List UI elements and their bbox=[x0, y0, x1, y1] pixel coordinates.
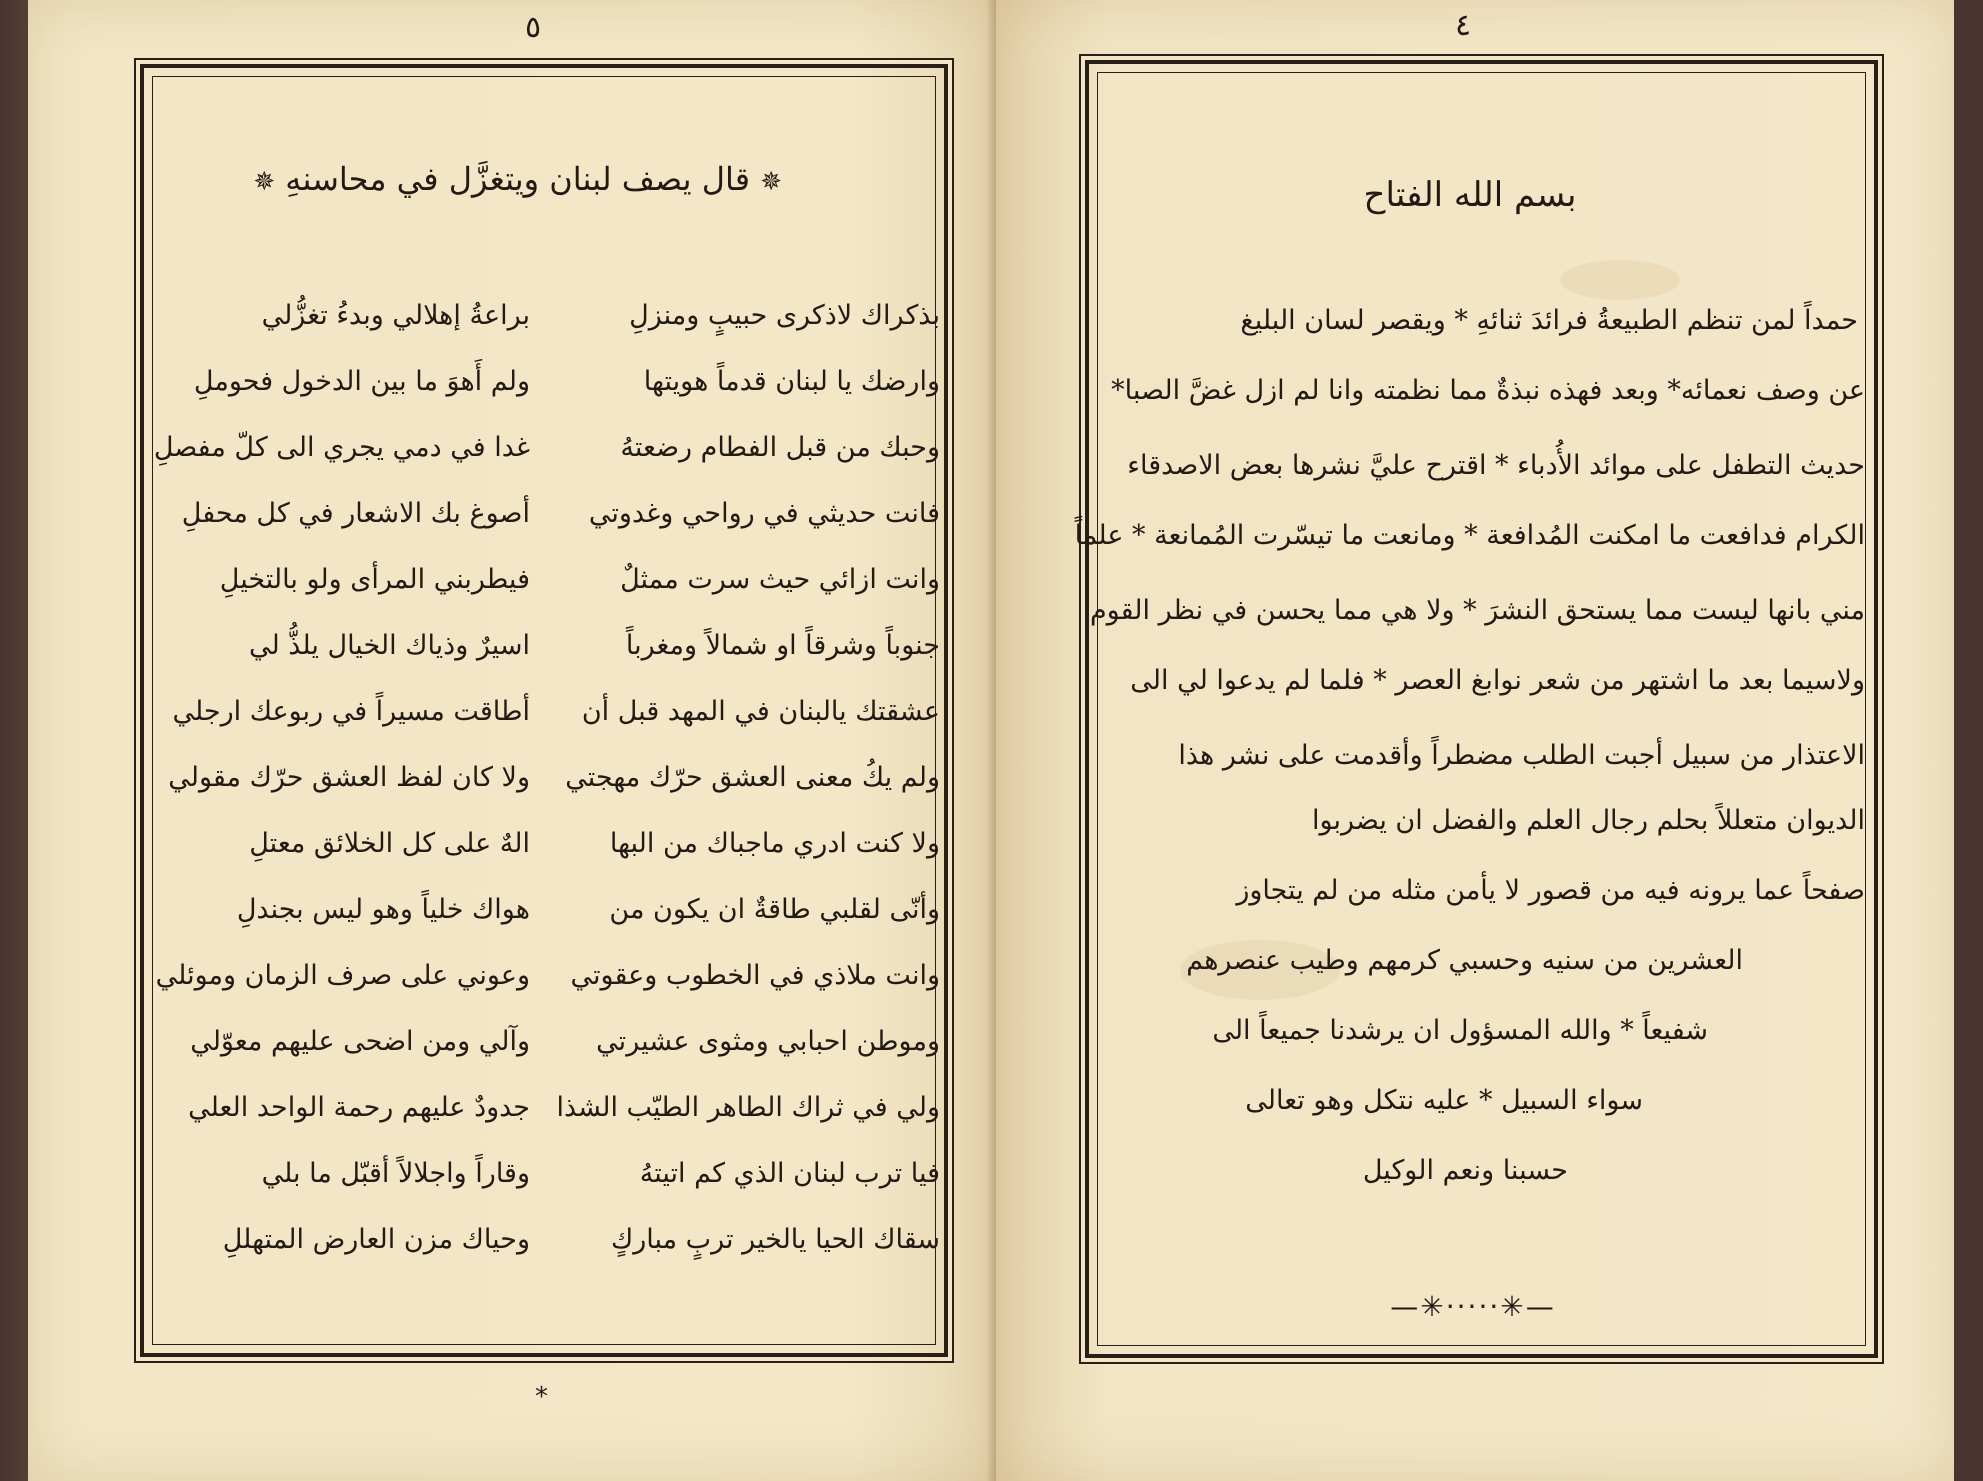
prose-line: حسبنا ونعم الوكيل bbox=[1362, 1155, 1568, 1186]
verse-row bbox=[160, 1026, 940, 1092]
verse-row bbox=[160, 1224, 940, 1290]
verse-row bbox=[160, 630, 940, 696]
prose-line: العشرين من سنيه وحسبي كرمهم وطيب عنصرهم bbox=[1186, 945, 1743, 976]
prose-line: ولاسيما بعد ما اشتهر من شعر نوابغ العصر * فلما لم يدعوا لي الى bbox=[1130, 665, 1865, 696]
verse-row bbox=[160, 696, 940, 762]
verse-second-hemistich: غدا في دمي يجري الى كلّ مفصلِ bbox=[153, 432, 530, 463]
verse-first-hemistich: ولي في ثراك الطاهر الطيّب الشذا bbox=[556, 1092, 940, 1123]
verse-second-hemistich: أطاقت مسيراً في ربوعك ارجلي bbox=[172, 696, 530, 727]
verse-row bbox=[160, 762, 940, 828]
verse-second-hemistich: وعوني على صرف الزمان وموئلي bbox=[155, 960, 530, 991]
verse-first-hemistich: وانت ملاذي في الخطوب وعقوتي bbox=[570, 960, 940, 991]
verse-row bbox=[160, 1158, 940, 1224]
verse-first-hemistich: وأنّى لقلبي طاقةٌ ان يكون من bbox=[609, 894, 940, 925]
prose-line: شفيعاً * والله المسؤول ان يرشدنا جميعاً الى bbox=[1212, 1015, 1708, 1046]
prose-line: مني بانها ليست مما يستحق النشرَ * ولا هي مما يحسن في نظر القوم bbox=[1089, 595, 1865, 626]
poem-title-text: قال يصف لبنان ويتغزَّل في محاسنهِ bbox=[285, 160, 751, 198]
verse-second-hemistich: وحياك مزن العارض المتهللِ bbox=[222, 1224, 530, 1255]
verse-row bbox=[153, 432, 940, 498]
verse-second-hemistich: فيطربني المرأى ولو بالتخيلِ bbox=[219, 564, 530, 595]
prose-line: حديث التطفل على موائد الأُدباء * اقترح عليَّ نشرها بعض الاصدقاء bbox=[1127, 450, 1865, 481]
verse-first-hemistich: سقاك الحيا يالخير تربٍ مباركٍ bbox=[610, 1224, 940, 1255]
verse-first-hemistich: ولم يكُ معنى العشق حرّك مهجتي bbox=[565, 762, 940, 793]
verse-second-hemistich: جدودٌ عليهم رحمة الواحد العلي bbox=[188, 1092, 530, 1123]
verse-second-hemistich: وآلي ومن اضحى عليهم معوّلي bbox=[190, 1026, 530, 1057]
prose-line: الكرام فدافعت ما امكنت المُدافعة * ومانعت ما تيسّرت المُمانعة * علماً bbox=[1074, 520, 1865, 551]
right-page-number: ٤ bbox=[1455, 8, 1472, 43]
verse-second-hemistich: أصوغ بك الاشعار في كل محفلِ bbox=[181, 498, 530, 529]
verse-row bbox=[160, 828, 940, 894]
bottom-star-mark: * bbox=[535, 1382, 548, 1412]
verse-row bbox=[160, 300, 940, 366]
verse-row bbox=[160, 498, 940, 564]
verse-row bbox=[160, 564, 940, 630]
verse-second-hemistich: ولا كان لفظ العشق حرّك مقولي bbox=[168, 762, 530, 793]
verse-row bbox=[155, 960, 940, 1026]
verse-second-hemistich: ولم أَهوَ ما بين الدخول فحوملِ bbox=[193, 366, 530, 397]
prose-line: حمداً لمن تنظم الطبيعةُ فرائدَ ثنائهِ * ويقصر لسان البليغ bbox=[1240, 305, 1858, 336]
verse-first-hemistich: بذكراك لاذكرى حبيبٍ ومنزلِ bbox=[629, 300, 940, 331]
verse-second-hemistich: الهٌ على كل الخلائق معتلِ bbox=[249, 828, 530, 859]
basmala-heading: بسم الله الفتاح bbox=[1363, 175, 1577, 215]
verse-second-hemistich: هواك خلياً وهو ليس بجندلِ bbox=[236, 894, 530, 925]
prose-line: سواء السبيل * عليه نتكل وهو تعالى bbox=[1245, 1085, 1643, 1116]
verse-first-hemistich: وارضك يا لبنان قدماً هويتها bbox=[643, 366, 940, 397]
verse-first-hemistich: وانت ازائي حيث سرت ممثلٌ bbox=[620, 564, 940, 595]
prose-line: عن وصف نعمائه* وبعد فهذه نبذةٌ مما نظمته وانا لم ازل غضَّ الصبا* bbox=[1111, 375, 1865, 406]
verse-row bbox=[160, 366, 940, 432]
verse-second-hemistich: براعةُ إهلالي وبدءُ تغزُّلي bbox=[261, 300, 530, 331]
left-page-number: ٥ bbox=[525, 10, 542, 45]
verse-first-hemistich: جنوباً وشرقاً او شمالاً ومغرباً bbox=[625, 630, 940, 661]
ornament-icon: ✵ bbox=[760, 167, 782, 197]
verse-first-hemistich: فانت حديثي في رواحي وغدوتي bbox=[588, 498, 940, 529]
verse-first-hemistich: وحبك من قبل الفطام رضعتهُ bbox=[620, 432, 940, 463]
prose-line: الاعتذار من سبيل أجبت الطلب مضطراً وأقدمت على نشر هذا bbox=[1178, 740, 1865, 771]
end-ornament: —✳·····✳— bbox=[1390, 1290, 1556, 1323]
verse-first-hemistich: ولا كنت ادري ماجباك من البها bbox=[609, 828, 940, 859]
prose-line: صفحاً عما يرونه فيه من قصور لا يأمن مثله من لم يتجاوز bbox=[1236, 875, 1865, 906]
verse-second-hemistich: وقاراً واجلالاً أقبّل ما بلي bbox=[261, 1158, 530, 1189]
prose-line: الديوان متعللاً بحلم رجال العلم والفضل ان يضربوا bbox=[1312, 805, 1865, 836]
verse-first-hemistich: فيا ترب لبنان الذي كم اتيتهُ bbox=[639, 1158, 940, 1189]
verse-first-hemistich: عشقتك يالبنان في المهد قبل أن bbox=[581, 696, 940, 727]
poem-title bbox=[253, 160, 782, 198]
verse-row bbox=[160, 1092, 940, 1158]
verse-first-hemistich: وموطن احبابي ومثوى عشيرتي bbox=[596, 1026, 940, 1057]
ornament-icon: ✵ bbox=[253, 167, 276, 197]
verse-second-hemistich: اسيرٌ وذياك الخيال يلذُّ لي bbox=[248, 630, 530, 661]
verse-row bbox=[160, 894, 940, 960]
